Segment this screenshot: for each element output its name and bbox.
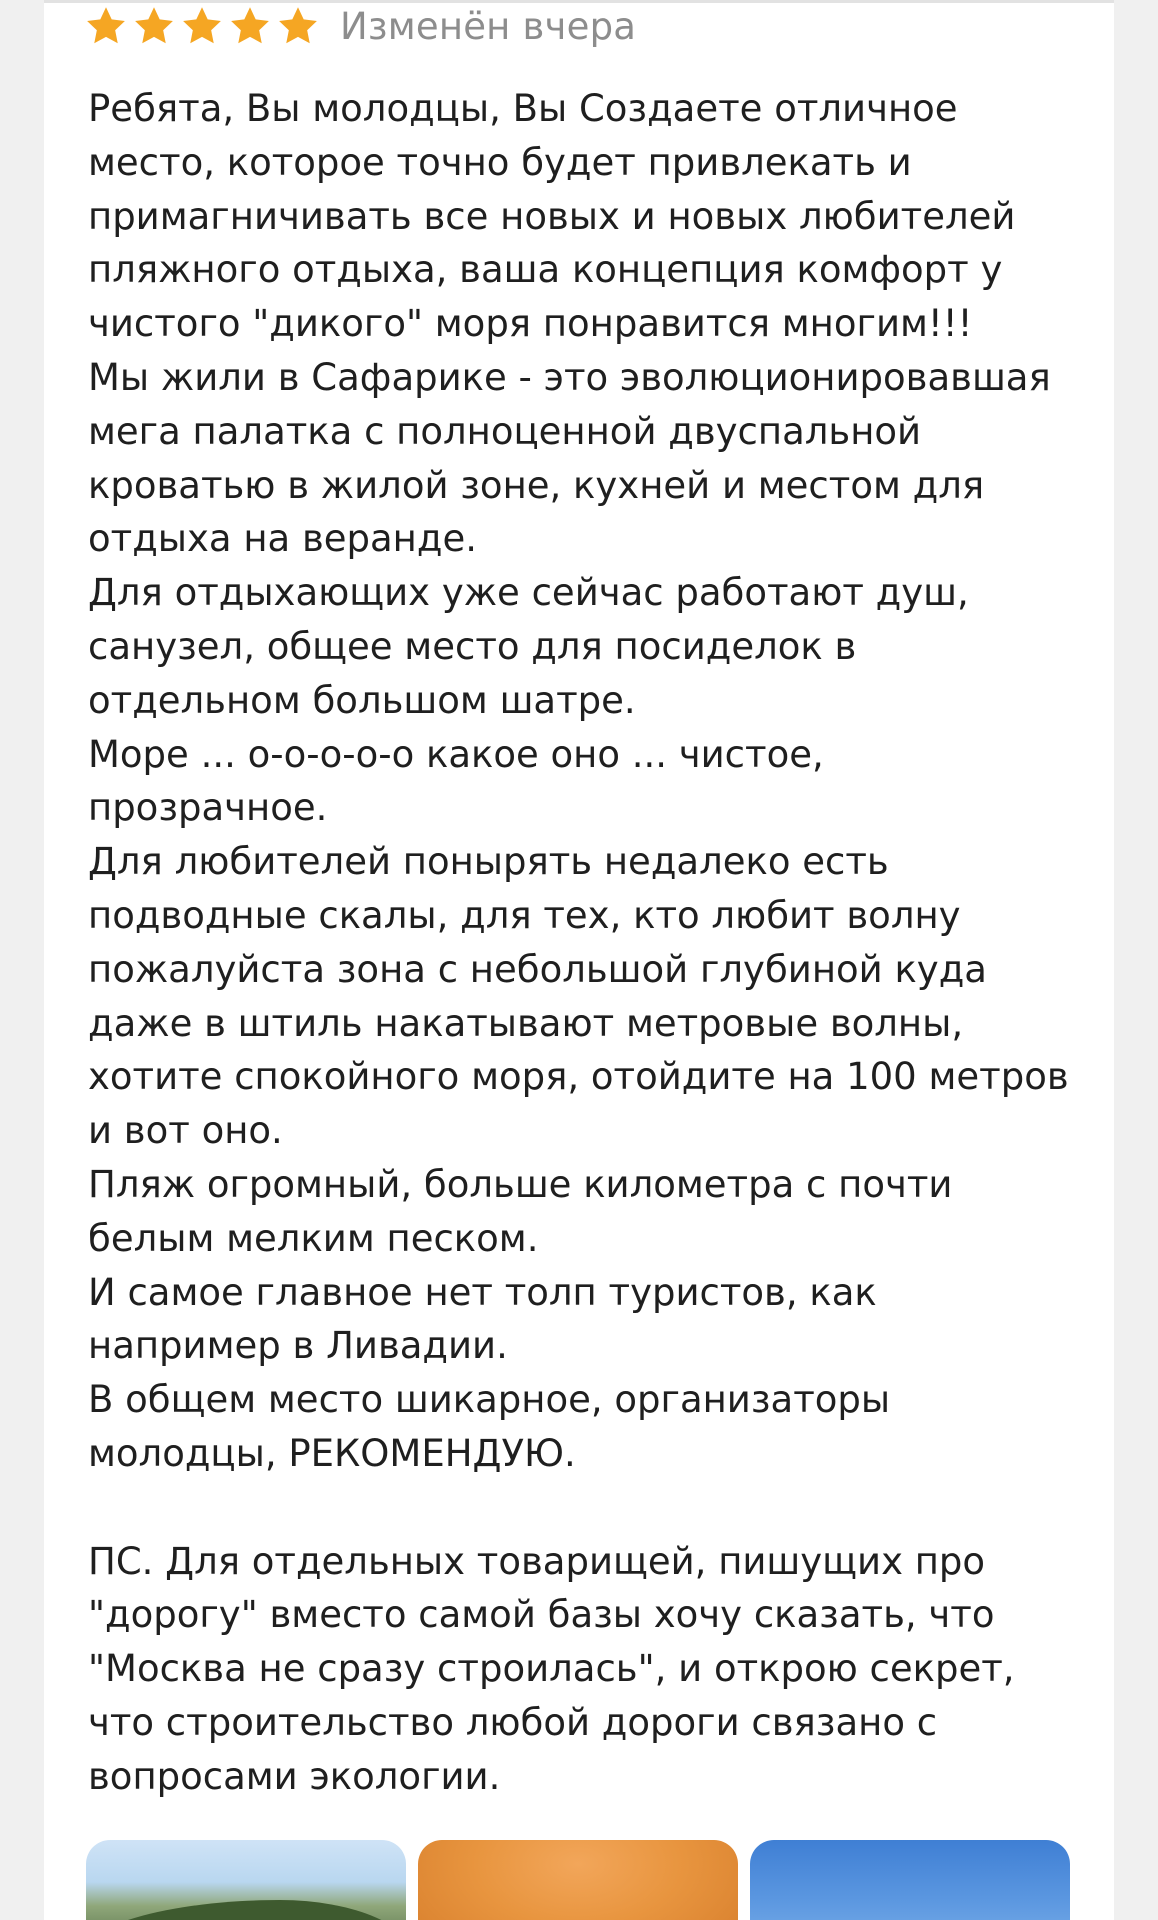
star-icon bbox=[84, 4, 128, 48]
photo-hills bbox=[86, 1900, 406, 1920]
star-icon bbox=[276, 4, 320, 48]
star-icon bbox=[180, 4, 224, 48]
star-icon bbox=[228, 4, 272, 48]
photo-strip bbox=[86, 1840, 1070, 1920]
star-icon bbox=[132, 4, 176, 48]
review-text: Ребята, Вы молодцы, Вы Создаете отличное место, которое точно будет привлекать и примагничивать все новых и новых любителей пляжного отдыха, ваша концепция комфорт у чистого "дикого" моря понравится многим!!! Мы жили в Сафарике - это эволюционировавшая мега палатка с полноценной двуспальной кроватью в жилой зоне, кухней и местом для отдыха на веранде. Для отдыхающих уже сейчас работают душ, санузел, общее место для посиделок в отдельном большом шатре. Море ... о-о-о-о-о какое оно ... чистое, прозрачное. Для любителей понырять недалеко есть подводные скалы, для тех, кто любит волну пожалуйста зона с небольшой глубиной куда даже в штиль накатывают метровые волны, хотите спокойного моря, отойдите на 100 метров и вот оно. Пляж огромный, больше километра с почти белым мелким песком. И самое главное нет толп туристов, как например в Ливадии. В общем место шикарное, организаторы молодцы, РЕКОМЕНДУЮ. ПС. Для отдельных товарищей, пишущих про "дорогу" вместо самой базы хочу сказать, что "Москва не сразу строилась", и открою секрет, что строительство любой дороги связано с вопросами экологии. bbox=[88, 87, 1069, 1798]
review-card bbox=[44, 0, 1114, 1920]
review-photo[interactable] bbox=[418, 1840, 738, 1920]
rating-row bbox=[84, 0, 636, 52]
review-photo[interactable] bbox=[750, 1840, 1070, 1920]
review-photo[interactable] bbox=[86, 1840, 406, 1920]
star-rating bbox=[84, 4, 320, 48]
modified-label: Изменён вчера bbox=[340, 4, 637, 48]
